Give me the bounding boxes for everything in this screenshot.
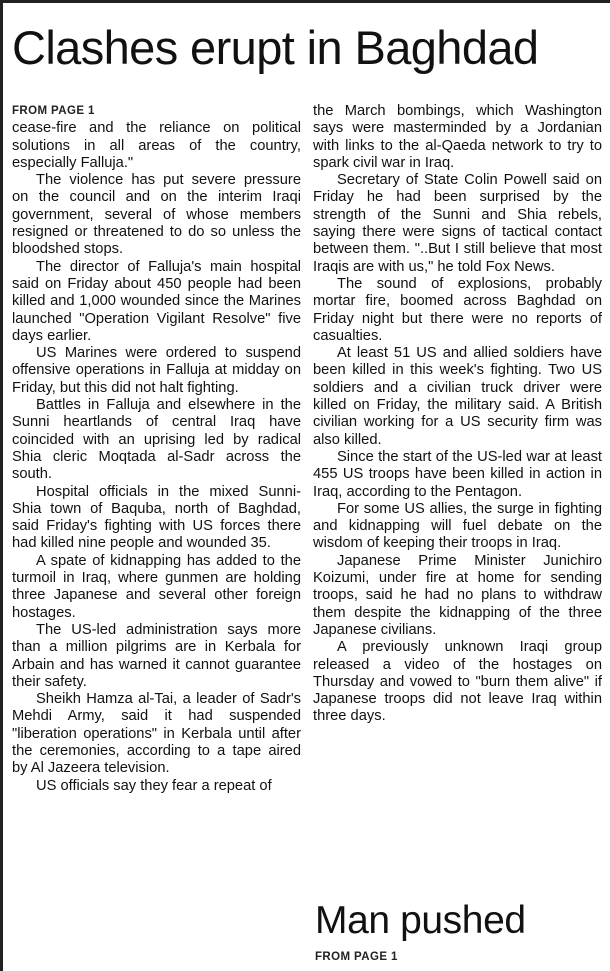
- paragraph: the March bombings, which Washington says were masterminded by a Jordanian with links to the al-Qaeda network to try to spark civil war in Iraq.: [313, 103, 602, 171]
- second-story-headline: Man pushed: [315, 899, 526, 942]
- jump-tag: FROM PAGE 1: [12, 105, 95, 117]
- paragraph: Battles in Falluja and elsewhere in the Sunni heartlands of central Iraq have coincided with an uprising led by radical Shia cleric Moqtada al-Sadr across the south.: [12, 397, 301, 483]
- paragraph: Since the start of the US-led war at least 455 US troops have been killed in action in Iraq, according to the Pentagon.: [313, 448, 602, 500]
- left-border: [0, 0, 3, 971]
- second-story-jump-tag: FROM PAGE 1: [315, 951, 398, 963]
- right-column: [313, 103, 602, 726]
- paragraph: The director of Falluja's main hospital said on Friday about 450 people had been killed and 1,000 wounded since the Marines launched "Operation Vigilant Resolve" five days earlier.: [12, 258, 301, 344]
- paragraph: Secretary of State Colin Powell said on Friday he had been surprised by the strength of the Sunni and Shia rebels, saying there were signs of tactical contact between them. "..But I still believe that most Iraqis are with us," he told Fox News.: [313, 172, 602, 275]
- paragraph: The US-led administration says more than a million pilgrims are in Kerbala for Arbain and has warned it cannot guarantee their safety.: [12, 621, 301, 690]
- paragraph: Japanese Prime Minister Junichiro Koizumi, under fire at home for sending troops, said he had no plans to withdraw them despite the kidnapping of the three Japanese civilians.: [313, 552, 602, 638]
- paragraph: US Marines were ordered to suspend offensive operations in Falluja at midday on Friday, but this did not halt fighting.: [12, 345, 301, 396]
- paragraph: For some US allies, the surge in fighting and kidnapping will fuel debate on the wisdom of keeping their troops in Iraq.: [313, 500, 602, 552]
- top-rule: [0, 0, 610, 3]
- left-column: [12, 103, 301, 795]
- paragraph: At least 51 US and allied soldiers have been killed in this week's fighting. Two US soldiers and a civilian truck driver were killed on Friday, the military said. A British civilian working for a US security firm was also killed.: [313, 345, 602, 448]
- paragraph: US officials say they fear a repeat of: [36, 777, 272, 794]
- paragraph: A spate of kidnapping has added to the turmoil in Iraq, where gunmen are holding three Japanese and several other foreign hostages.: [12, 552, 301, 621]
- paragraph: cease-fire and the reliance on political solutions in all areas of the country, especially Falluja.": [12, 120, 301, 171]
- paragraph: Hospital officials in the mixed Sunni-Shia town of Baquba, north of Baghdad, said Friday's fighting with US forces there had killed nine people and wounded 35.: [12, 483, 301, 552]
- paragraph: The sound of explosions, probably mortar fire, boomed across Baghdad on Friday night but there were no reports of casualties.: [313, 275, 602, 344]
- paragraph: A previously unknown Iraqi group released a video of the hostages on Thursday and vowed to "burn them alive" if Japanese troops did not leave Iraq within three days.: [313, 639, 602, 725]
- paragraph: The violence has put severe pressure on the council and on the interim Iraqi government, several of whose members resigned or threatened to do so unless the bloodshed stops.: [12, 172, 301, 258]
- headline: Clashes erupt in Baghdad: [12, 21, 539, 74]
- paragraph: Sheikh Hamza al-Tai, a leader of Sadr's Mehdi Army, said it had suspended "liberation operations" in Kerbala until after the ceremonies, according to a tape aired by Al Jazeera television.: [12, 691, 301, 777]
